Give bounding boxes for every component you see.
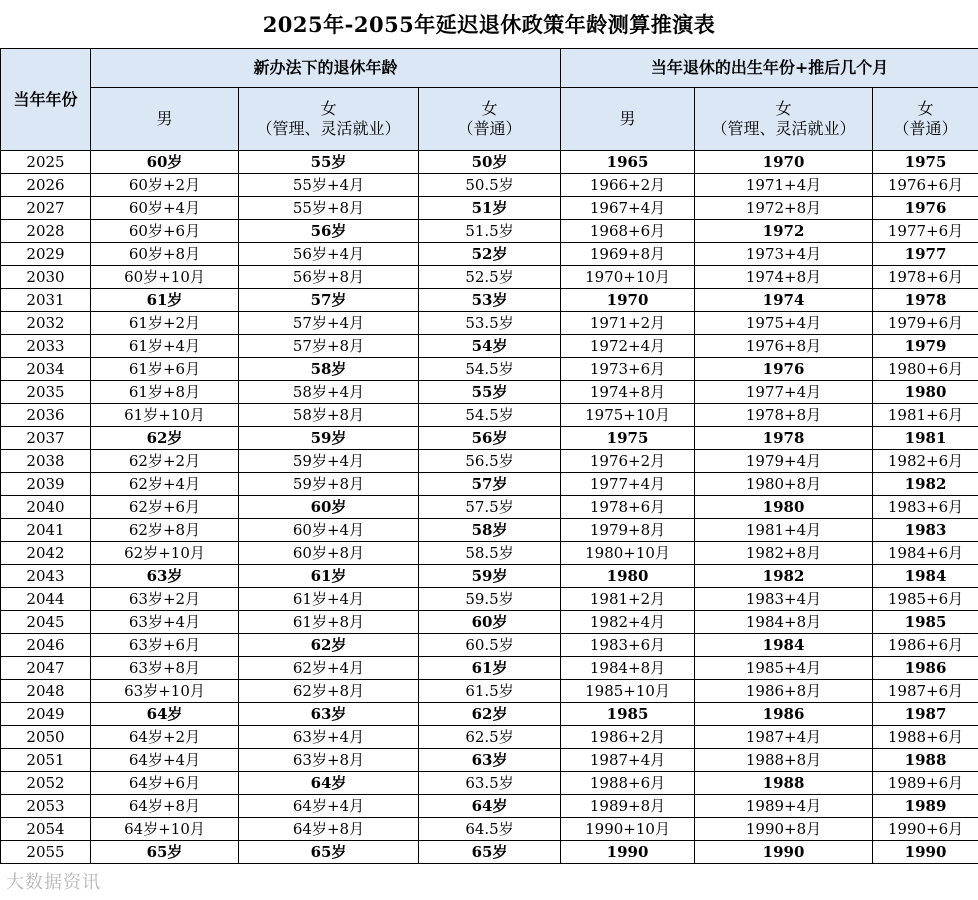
female-normal-birth-cell: 1976 [873,197,978,220]
male-age-cell: 62岁 [91,427,239,450]
retirement-age-table [0,48,978,864]
male-birth-cell: 1969+8月 [561,243,695,266]
female-normal-birth-cell: 1990+6月 [873,818,978,841]
table-row [1,680,978,703]
female-normal-age-cell: 50.5岁 [419,174,561,197]
male-age-cell: 61岁+8月 [91,381,239,404]
watermark-text: 大数据资讯 [6,872,101,893]
female-normal-age-cell: 65岁 [419,841,561,864]
female-normal-birth-cell: 1977+6月 [873,220,978,243]
male-age-cell: 62岁+8月 [91,519,239,542]
male-age-cell: 62岁+4月 [91,473,239,496]
female-normal-age-cell: 56.5岁 [419,450,561,473]
female-mgmt-birth-cell: 1976+8月 [695,335,873,358]
female-mgmt-age-cell: 58岁 [239,358,419,381]
table-row [1,772,978,795]
table-body [1,151,978,864]
male-age-cell: 60岁+10月 [91,266,239,289]
male-birth-cell: 1985 [561,703,695,726]
female-mgmt-birth-cell: 1988 [695,772,873,795]
year-cell: 2033 [1,335,91,358]
female-mgmt-age-cell: 61岁+4月 [239,588,419,611]
male-birth-cell: 1990 [561,841,695,864]
female-normal-birth-cell: 1986 [873,657,978,680]
female-mgmt-birth-cell: 1976 [695,358,873,381]
table-row [1,588,978,611]
female-mgmt-age-cell: 57岁 [239,289,419,312]
female-mgmt-birth-cell: 1973+4月 [695,243,873,266]
female-normal-sub-label: （普通） [893,119,958,138]
female-label: 女 [320,99,337,118]
female-normal-birth-cell: 1987+6月 [873,680,978,703]
female-normal-birth-cell: 1976+6月 [873,174,978,197]
year-cell: 2054 [1,818,91,841]
male-birth-cell: 1977+4月 [561,473,695,496]
male-birth-cell: 1974+8月 [561,381,695,404]
male-age-cell: 60岁 [91,151,239,174]
female-normal-age-cell: 50岁 [419,151,561,174]
column-header-female-mgmt-age [239,88,419,151]
male-age-cell: 63岁+6月 [91,634,239,657]
female-mgmt-age-cell: 55岁+4月 [239,174,419,197]
year-cell: 2046 [1,634,91,657]
table-row [1,404,978,427]
year-cell: 2053 [1,795,91,818]
female-mgmt-birth-cell: 1989+4月 [695,795,873,818]
female-normal-age-cell: 61岁 [419,657,561,680]
female-mgmt-age-cell: 64岁+8月 [239,818,419,841]
female-normal-age-cell: 54.5岁 [419,358,561,381]
male-birth-cell: 1985+10月 [561,680,695,703]
table-row [1,335,978,358]
female-mgmt-age-cell: 62岁+4月 [239,657,419,680]
male-age-cell: 60岁+8月 [91,243,239,266]
female-normal-age-cell: 51岁 [419,197,561,220]
male-age-cell: 61岁+2月 [91,312,239,335]
female-mgmt-age-cell: 57岁+8月 [239,335,419,358]
year-cell: 2029 [1,243,91,266]
male-birth-cell: 1978+6月 [561,496,695,519]
male-birth-cell: 1972+4月 [561,335,695,358]
female-mgmt-age-cell: 63岁+4月 [239,726,419,749]
table-row [1,197,978,220]
year-cell: 2025 [1,151,91,174]
male-birth-cell: 1989+8月 [561,795,695,818]
table-row [1,611,978,634]
male-birth-cell: 1986+2月 [561,726,695,749]
year-cell: 2047 [1,657,91,680]
year-cell: 2042 [1,542,91,565]
male-age-cell: 61岁+6月 [91,358,239,381]
male-birth-cell: 1973+6月 [561,358,695,381]
page-title: 2025年-2055年延迟退休政策年龄测算推演表 [262,12,716,37]
female-mgmt-birth-cell: 1984+8月 [695,611,873,634]
year-cell: 2026 [1,174,91,197]
male-age-cell: 65岁 [91,841,239,864]
male-birth-cell: 1976+2月 [561,450,695,473]
year-cell: 2052 [1,772,91,795]
female-mgmt-age-cell: 60岁 [239,496,419,519]
female-mgmt-birth-cell: 1977+4月 [695,381,873,404]
female-mgmt-birth-cell: 1986 [695,703,873,726]
female-mgmt-birth-cell: 1982+8月 [695,542,873,565]
female-mgmt-age-cell: 64岁 [239,772,419,795]
year-cell: 2031 [1,289,91,312]
male-age-cell: 60岁+2月 [91,174,239,197]
male-birth-cell: 1967+4月 [561,197,695,220]
female-mgmt-birth-cell: 1990 [695,841,873,864]
female-mgmt-age-cell: 62岁+8月 [239,680,419,703]
male-age-cell: 63岁+8月 [91,657,239,680]
male-age-cell: 61岁+4月 [91,335,239,358]
female-mgmt-age-cell: 59岁+4月 [239,450,419,473]
male-label: 男 [156,109,173,128]
male-age-cell: 63岁+4月 [91,611,239,634]
female-mgmt-age-cell: 62岁 [239,634,419,657]
male-birth-cell: 1979+8月 [561,519,695,542]
female-normal-birth-cell: 1988+6月 [873,726,978,749]
table-row [1,749,978,772]
female-mgmt-birth-cell: 1982 [695,565,873,588]
group-header-birth-year: 当年退休的出生年份+推后几个月 [561,49,978,88]
column-header-female-normal-birth [873,88,978,151]
female-mgmt-birth-cell: 1983+4月 [695,588,873,611]
female-mgmt-age-cell: 58岁+8月 [239,404,419,427]
female-mgmt-birth-cell: 1979+4月 [695,450,873,473]
male-age-cell: 61岁 [91,289,239,312]
female-normal-birth-cell: 1980+6月 [873,358,978,381]
female-normal-age-cell: 58.5岁 [419,542,561,565]
female-mgmt-age-cell: 59岁 [239,427,419,450]
male-birth-cell: 1975 [561,427,695,450]
female-normal-age-cell: 52岁 [419,243,561,266]
female-normal-birth-cell: 1981+6月 [873,404,978,427]
year-cell: 2051 [1,749,91,772]
table-row [1,726,978,749]
male-age-cell: 63岁+10月 [91,680,239,703]
year-cell: 2050 [1,726,91,749]
female-mgmt-birth-cell: 1988+8月 [695,749,873,772]
table-row [1,174,978,197]
female-mgmt-birth-cell: 1985+4月 [695,657,873,680]
female-mgmt-age-cell: 56岁+8月 [239,266,419,289]
female-mgmt-age-cell: 64岁+4月 [239,795,419,818]
male-birth-cell: 1984+8月 [561,657,695,680]
year-cell: 2040 [1,496,91,519]
female-mgmt-sub-label: （管理、灵活就业） [256,119,401,138]
table-row [1,657,978,680]
male-birth-cell: 1975+10月 [561,404,695,427]
male-age-cell: 62岁+10月 [91,542,239,565]
table-row [1,450,978,473]
male-age-cell: 64岁+8月 [91,795,239,818]
male-birth-cell: 1982+4月 [561,611,695,634]
female-normal-birth-cell: 1983 [873,519,978,542]
male-age-cell: 62岁+2月 [91,450,239,473]
table-row [1,565,978,588]
year-cell: 2049 [1,703,91,726]
female-normal-age-cell: 60岁 [419,611,561,634]
male-birth-cell: 1971+2月 [561,312,695,335]
year-column-header: 当年年份 [1,49,91,151]
female-normal-birth-cell: 1981 [873,427,978,450]
table-row [1,381,978,404]
table-row [1,841,978,864]
female-normal-birth-cell: 1980 [873,381,978,404]
male-birth-cell: 1968+6月 [561,220,695,243]
female-normal-age-cell: 64岁 [419,795,561,818]
female-normal-age-cell: 56岁 [419,427,561,450]
table-row [1,473,978,496]
female-normal-age-cell: 59.5岁 [419,588,561,611]
male-birth-cell: 1965 [561,151,695,174]
female-normal-birth-cell: 1985 [873,611,978,634]
female-normal-birth-cell: 1990 [873,841,978,864]
female-mgmt-age-cell: 60岁+8月 [239,542,419,565]
female-normal-birth-cell: 1978 [873,289,978,312]
male-age-cell: 62岁+6月 [91,496,239,519]
female-normal-birth-cell: 1988 [873,749,978,772]
table-row [1,795,978,818]
female-normal-age-cell: 63.5岁 [419,772,561,795]
female-mgmt-birth-cell: 1984 [695,634,873,657]
column-header-male-birth [561,88,695,151]
female-mgmt-age-cell: 56岁+4月 [239,243,419,266]
female-mgmt-birth-cell: 1970 [695,151,873,174]
female-normal-birth-cell: 1986+6月 [873,634,978,657]
table-row [1,818,978,841]
female-mgmt-birth-cell: 1990+8月 [695,818,873,841]
female-normal-age-cell: 53.5岁 [419,312,561,335]
female-normal-age-cell: 52.5岁 [419,266,561,289]
male-birth-cell: 1981+2月 [561,588,695,611]
table-row [1,312,978,335]
table-row [1,634,978,657]
female-normal-age-cell: 57.5岁 [419,496,561,519]
male-birth-cell: 1990+10月 [561,818,695,841]
female-normal-age-cell: 63岁 [419,749,561,772]
table-row [1,151,978,174]
female-normal-age-cell: 53岁 [419,289,561,312]
female-normal-age-cell: 59岁 [419,565,561,588]
year-cell: 2032 [1,312,91,335]
year-cell: 2030 [1,266,91,289]
table-row [1,427,978,450]
female-mgmt-birth-cell: 1986+8月 [695,680,873,703]
female-mgmt-age-cell: 58岁+4月 [239,381,419,404]
female-normal-birth-cell: 1982 [873,473,978,496]
female-mgmt-age-cell: 63岁 [239,703,419,726]
female-normal-sub-label: （普通） [457,119,522,138]
male-label: 男 [619,109,636,128]
female-normal-birth-cell: 1983+6月 [873,496,978,519]
female-normal-birth-cell: 1987 [873,703,978,726]
female-mgmt-age-cell: 60岁+4月 [239,519,419,542]
female-normal-birth-cell: 1989+6月 [873,772,978,795]
female-normal-birth-cell: 1985+6月 [873,588,978,611]
female-normal-age-cell: 54岁 [419,335,561,358]
female-normal-age-cell: 62.5岁 [419,726,561,749]
female-mgmt-birth-cell: 1974+8月 [695,266,873,289]
female-normal-birth-cell: 1975 [873,151,978,174]
female-mgmt-age-cell: 57岁+4月 [239,312,419,335]
female-normal-birth-cell: 1978+6月 [873,266,978,289]
table-row [1,266,978,289]
male-age-cell: 64岁 [91,703,239,726]
male-age-cell: 63岁+2月 [91,588,239,611]
year-cell: 2039 [1,473,91,496]
year-cell: 2041 [1,519,91,542]
female-label: 女 [481,99,498,118]
female-normal-birth-cell: 1984+6月 [873,542,978,565]
year-cell: 2038 [1,450,91,473]
female-mgmt-birth-cell: 1978+8月 [695,404,873,427]
female-mgmt-birth-cell: 1980+8月 [695,473,873,496]
female-mgmt-birth-cell: 1972+8月 [695,197,873,220]
male-age-cell: 64岁+10月 [91,818,239,841]
year-cell: 2055 [1,841,91,864]
male-birth-cell: 1988+6月 [561,772,695,795]
female-mgmt-age-cell: 55岁+8月 [239,197,419,220]
female-label: 女 [775,99,792,118]
column-header-male-age [91,88,239,151]
female-mgmt-age-cell: 63岁+8月 [239,749,419,772]
male-birth-cell: 1987+4月 [561,749,695,772]
female-mgmt-birth-cell: 1975+4月 [695,312,873,335]
female-mgmt-birth-cell: 1980 [695,496,873,519]
year-cell: 2028 [1,220,91,243]
female-normal-age-cell: 54.5岁 [419,404,561,427]
female-mgmt-birth-cell: 1972 [695,220,873,243]
male-age-cell: 64岁+4月 [91,749,239,772]
female-normal-age-cell: 60.5岁 [419,634,561,657]
female-mgmt-age-cell: 59岁+8月 [239,473,419,496]
table-row [1,358,978,381]
female-mgmt-age-cell: 65岁 [239,841,419,864]
male-birth-cell: 1980+10月 [561,542,695,565]
female-normal-age-cell: 64.5岁 [419,818,561,841]
female-normal-birth-cell: 1979+6月 [873,312,978,335]
male-age-cell: 64岁+2月 [91,726,239,749]
female-mgmt-sub-label: （管理、灵活就业） [711,119,856,138]
female-normal-birth-cell: 1989 [873,795,978,818]
female-mgmt-birth-cell: 1971+4月 [695,174,873,197]
table-row [1,496,978,519]
year-cell: 2034 [1,358,91,381]
female-mgmt-birth-cell: 1978 [695,427,873,450]
female-mgmt-age-cell: 61岁+8月 [239,611,419,634]
male-age-cell: 60岁+4月 [91,197,239,220]
female-mgmt-birth-cell: 1981+4月 [695,519,873,542]
table-row [1,243,978,266]
male-birth-cell: 1980 [561,565,695,588]
female-normal-age-cell: 61.5岁 [419,680,561,703]
female-normal-birth-cell: 1982+6月 [873,450,978,473]
female-normal-age-cell: 58岁 [419,519,561,542]
female-normal-age-cell: 51.5岁 [419,220,561,243]
male-birth-cell: 1970 [561,289,695,312]
male-birth-cell: 1983+6月 [561,634,695,657]
year-cell: 2036 [1,404,91,427]
female-normal-age-cell: 55岁 [419,381,561,404]
female-normal-birth-cell: 1977 [873,243,978,266]
table-row [1,519,978,542]
female-mgmt-birth-cell: 1974 [695,289,873,312]
female-label: 女 [917,99,934,118]
column-header-female-mgmt-birth [695,88,873,151]
female-normal-age-cell: 57岁 [419,473,561,496]
column-header-female-normal-age [419,88,561,151]
male-birth-cell: 1966+2月 [561,174,695,197]
year-cell: 2027 [1,197,91,220]
table-row [1,542,978,565]
table-row [1,289,978,312]
group-header-new-retirement-age: 新办法下的退休年龄 [91,49,561,88]
male-birth-cell: 1970+10月 [561,266,695,289]
female-mgmt-birth-cell: 1987+4月 [695,726,873,749]
year-cell: 2044 [1,588,91,611]
male-age-cell: 61岁+10月 [91,404,239,427]
year-cell: 2037 [1,427,91,450]
year-cell: 2035 [1,381,91,404]
male-age-cell: 63岁 [91,565,239,588]
male-age-cell: 64岁+6月 [91,772,239,795]
year-cell: 2043 [1,565,91,588]
table-row [1,220,978,243]
female-mgmt-age-cell: 61岁 [239,565,419,588]
female-mgmt-age-cell: 55岁 [239,151,419,174]
female-normal-birth-cell: 1979 [873,335,978,358]
female-normal-age-cell: 62岁 [419,703,561,726]
year-cell: 2045 [1,611,91,634]
year-cell: 2048 [1,680,91,703]
female-mgmt-age-cell: 56岁 [239,220,419,243]
table-row [1,703,978,726]
female-normal-birth-cell: 1984 [873,565,978,588]
male-age-cell: 60岁+6月 [91,220,239,243]
